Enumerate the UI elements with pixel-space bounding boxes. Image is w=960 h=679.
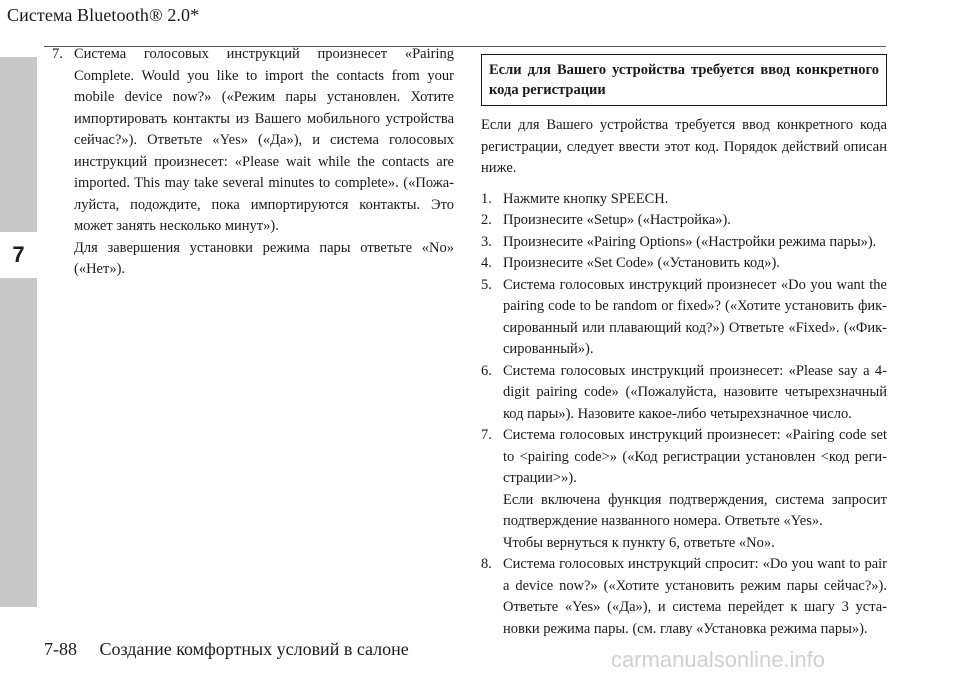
step-item (481, 232, 887, 254)
step-text: Произнесите «Set Code» («Установить код»). (503, 255, 780, 271)
step-number: 8. (481, 556, 492, 572)
footer-section-title: Создание комфортных условий в салоне (99, 639, 409, 659)
page-footer (44, 639, 409, 660)
step-text: Система голосовых инструкций произнесет: «Please say a 4-digit pairing code» («Пожалуйста, назовите четырехзначный код пары»). Назовите какое-либо четырехзначное число. (503, 362, 887, 422)
step-text: Чтобы вернуться к пункту 6, ответьте «No». (503, 534, 775, 551)
step-item (481, 361, 887, 426)
step-item (481, 275, 887, 361)
step-number: 2. (481, 212, 492, 228)
step-text: Произнесите «Setup» («Настройка»). (503, 212, 731, 228)
page-number: 7-88 (44, 639, 77, 659)
left-steps-list (52, 44, 454, 281)
step-text: Произнесите «Pairing Options» («Настройки режима пары»). (503, 233, 877, 250)
step-number: 6. (481, 362, 492, 379)
step-number: 4. (481, 255, 492, 271)
step-item (481, 554, 887, 640)
step-item (481, 425, 887, 554)
step-item (481, 210, 887, 232)
watermark: carmanualsonline.info (611, 647, 826, 672)
step-number: 5. (481, 276, 492, 293)
intro-paragraph: Если для Вашего устройства требуется ввод конкретного кода регистрации, следует ввести этот код. Порядок действий описан ниже. (481, 117, 887, 176)
step-text: Система голосовых инструкций произнесет «Pairing Complete. Would you like to import the contacts from your mobile device now?» («Режим пары установлен. Хотите импортировать контакты из Вашего мобильного устройства сейчас?»). Ответьте «Yes» («Да»), и система голосовых инструкций произнесет: «Please wait while the contacts are imported. This may take several minutes to complete». («Пожа-луйста, подождите, пока импортируются контакты. Это может занять несколько минут»). (74, 46, 454, 234)
right-steps-list (481, 189, 887, 641)
chapter-tab: 7 (0, 232, 37, 278)
step-number: 3. (481, 233, 492, 250)
step-text: Система голосовых инструкций спросит: «Do you want to pair a device now?» («Хотите установить режим пары сейчас?»). Ответьте «Yes» («Да»), и система перейдет к шагу 3 уста-новки режима пары. (см. главу «Установка режима пары»). (503, 556, 887, 637)
chapter-side-strip (0, 57, 37, 607)
notice-box: Если для Вашего устройства требуется ввод конкретного кода регистрации (481, 54, 887, 106)
left-column (52, 44, 454, 281)
step-text: Если включена функция подтверждения, система запросит подтверждение названного номера. Ответьте «Yes». (503, 491, 887, 529)
step-text: Система голосовых инструкций произнесет: «Pairing code set to <pairing code>» («Код регистрации установлен <код реги-страции>»). (503, 427, 887, 486)
step-text: Для завершения установки режима пары ответьте «No» («Нет»). (74, 239, 454, 277)
right-column (481, 54, 887, 640)
step-number: 7. (481, 427, 492, 443)
step-number: 1. (481, 190, 492, 207)
step-item (481, 253, 887, 275)
step-item (52, 44, 454, 281)
step-item (481, 189, 887, 211)
step-number: 7. (52, 46, 63, 62)
step-text: Нажмите кнопку SPEECH. (503, 190, 669, 207)
step-text: Система голосовых инструкций произнесет «Do you want the pairing code to be random or fixed»? («Хотите установить фик-сированный или плавающий код?») Ответьте «Fixed». («Фик-сированный»). (503, 276, 887, 357)
page-header-title: Система Bluetooth® 2.0* (7, 5, 200, 25)
